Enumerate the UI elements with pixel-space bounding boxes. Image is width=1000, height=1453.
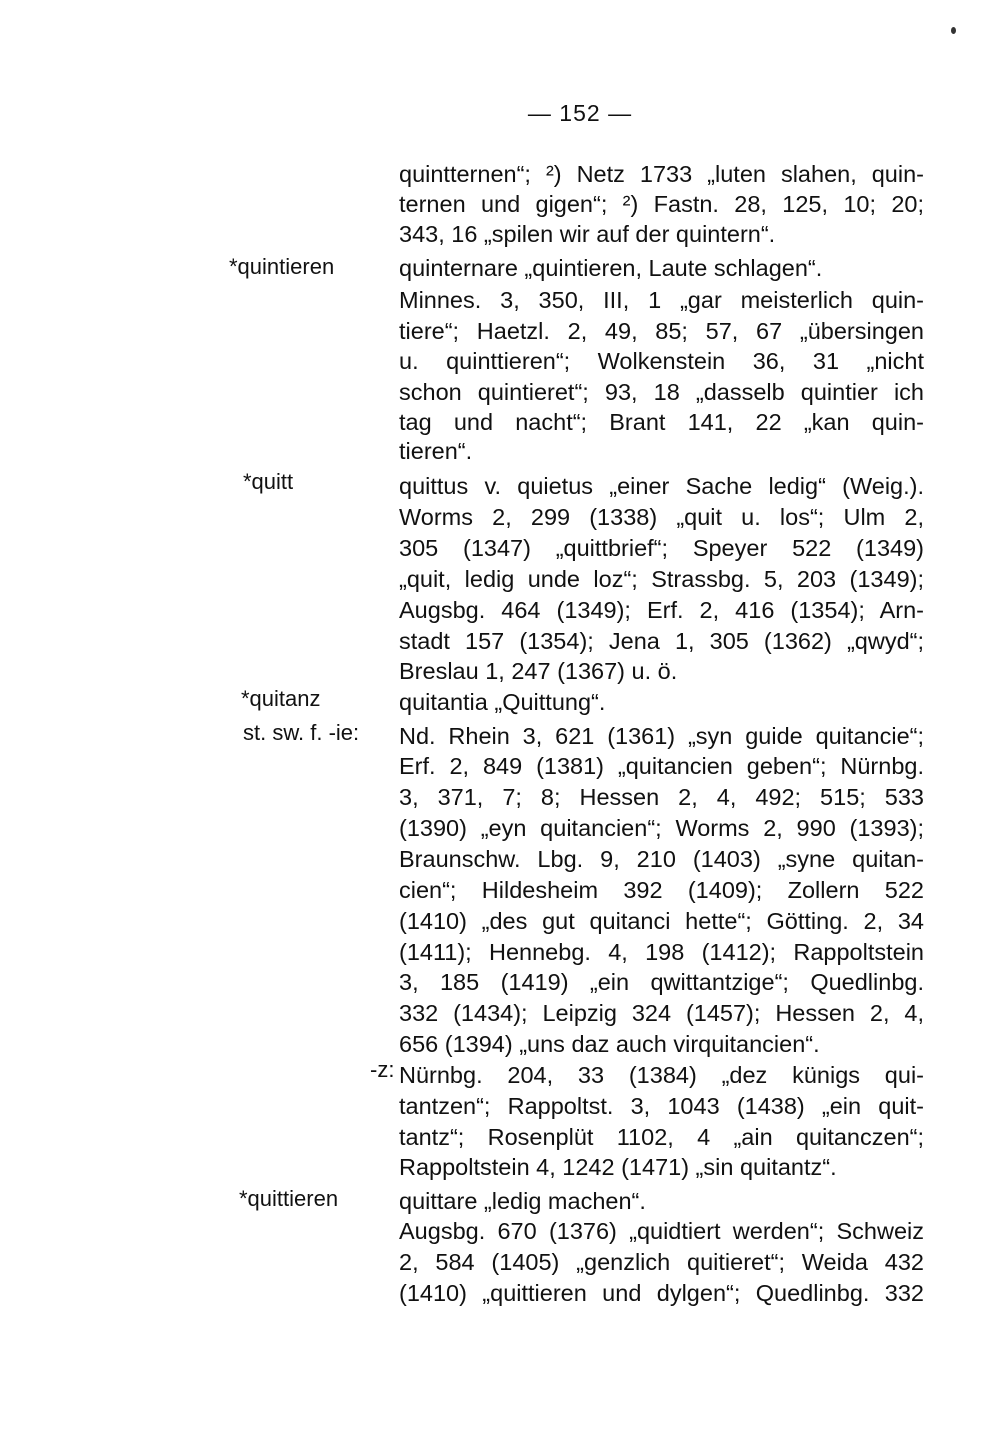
text-line: tantzen“; Rappoltst. 3, 1043 (1438) „ein quit- [399,1093,924,1119]
text-line: quinternare „quintieren, Laute schlagen“. [399,255,823,281]
text-line: (1411); Hennebg. 4, 198 (1412); Rappoltstein [399,939,924,965]
text-line: tantz“; Rosenplüt 1102, 4 „ain quitanczen“; [399,1124,924,1150]
page-number: — 152 — [527,100,633,126]
text-line: ternen und gigen“; ²) Fastn. 28, 125, 10; 20; [399,191,924,217]
text-line: (1390) „eyn quitancien“; Worms 2, 990 (1393); [399,815,924,841]
text-line: tag und nacht“; Brant 141, 22 „kan quin- [399,409,924,435]
text-line: „quit, ledig unde loz“; Strassbg. 5, 203 (1349); [399,566,924,592]
text-line: tiere“; Haetzl. 2, 49, 85; 57, 67 „übersingen [399,318,924,344]
text-line: Augsbg. 670 (1376) „quidtiert werden“; Schweiz [399,1218,924,1244]
text-line: 2, 584 (1405) „genzlich quitieret“; Weida 432 [399,1249,924,1275]
text-line: 332 (1434); Leipzig 324 (1457); Hessen 2, 4, [399,1000,924,1026]
text-line: 305 (1347) „quittbrief“; Speyer 522 (1349) [399,535,924,561]
text-line: u. quinttieren“; Wolkenstein 36, 31 „nicht [399,348,924,374]
text-line: quittus v. quietus „einer Sache ledig“ (Weig.). [399,473,924,499]
text-line: 656 (1394) „uns daz auch virquitancien“. [399,1031,820,1057]
text-line: Worms 2, 299 (1338) „quit u. los“; Ulm 2, [399,504,924,530]
text-line: Nd. Rhein 3, 621 (1361) „syn guide quitancie“; [399,723,924,749]
text-line: Rappoltstein 4, 1242 (1471) „sin quitantz“. [399,1154,837,1180]
text-line: (1410) „quittieren und dylgen“; Quedlinbg. 332 [399,1280,924,1306]
text-line: quittare „ledig machen“. [399,1188,646,1214]
headword-quitanz: *quitanz [241,686,321,711]
text-line: 343, 16 „spilen wir auf der quintern“. [399,221,776,247]
grammar-label-ie: st. sw. f. -ie: [243,720,360,745]
ink-speck [951,27,956,34]
text-line: quitantia „Quittung“. [399,689,606,715]
text-line: quintternen“; ²) Netz 1733 „luten slahen, quin- [399,161,924,187]
text-line: Erf. 2, 849 (1381) „quitancien geben“; Nürnbg. [399,753,924,779]
text-line: schon quintieret“; 93, 18 „dasselb quintier ich [399,379,924,405]
text-line: 3, 185 (1419) „ein qwittantzige“; Quedlinbg. [399,969,924,995]
text-line: 3, 371, 7; 8; Hessen 2, 4, 492; 515; 533 [399,784,924,810]
text-line: tieren“. [399,438,473,464]
text-line: Braunschw. Lbg. 9, 210 (1403) „syne quitan- [399,846,924,872]
headword-quintieren: *quintieren [229,254,335,279]
text-line: (1410) „des gut quitanci hette“; Götting. 2, 34 [399,908,924,934]
text-line: Breslau 1, 247 (1367) u. ö. [399,658,678,684]
text-line: Augsbg. 464 (1349); Erf. 2, 416 (1354); Arn- [399,597,924,623]
headword-quittieren: *quittieren [239,1186,339,1211]
text-line: Minnes. 3, 350, III, 1 „gar meisterlich quin- [399,287,924,313]
text-line: cien“; Hildesheim 392 (1409); Zollern 522 [399,877,924,903]
text-line: Nürnbg. 204, 33 (1384) „dez künigs qui- [399,1062,924,1088]
grammar-label-z: -z: [370,1057,395,1082]
text-line: stadt 157 (1354); Jena 1, 305 (1362) „qwyd“; [399,628,924,654]
headword-quitt: *quitt [243,469,294,494]
